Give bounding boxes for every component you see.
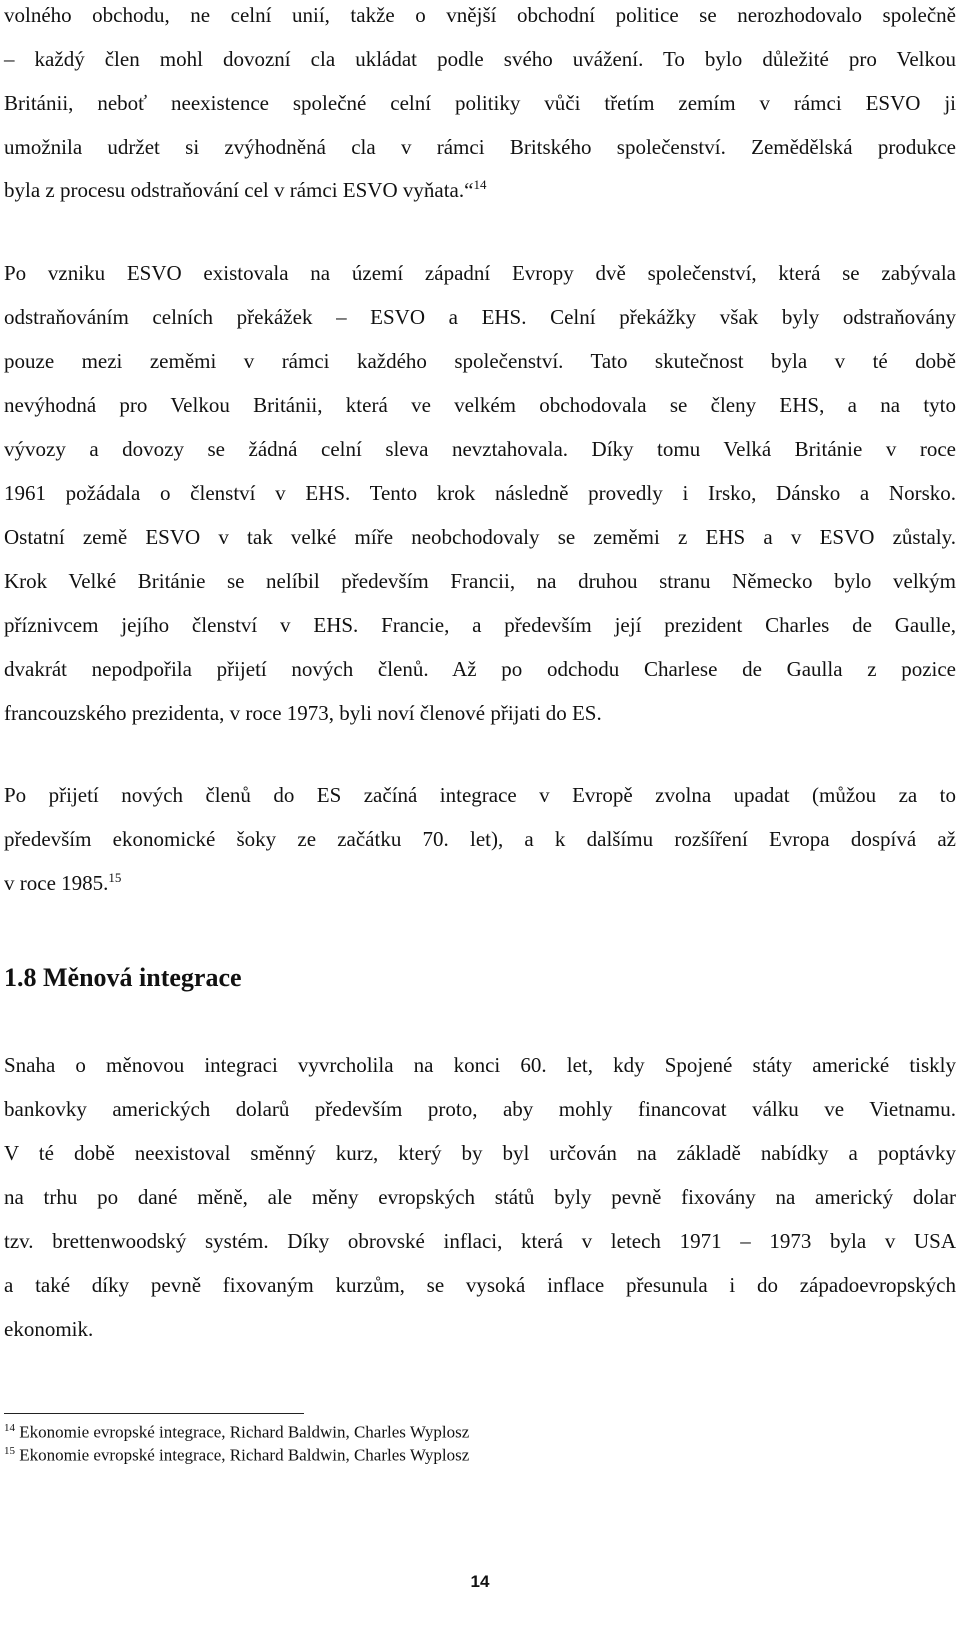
text-line: volného obchodu, ne celní unií, takže o vnější obchodní politice se nerozhodovalo společně [4,3,956,27]
text-line: Krok Velké Británie se nelíbil především Francii, na druhou stranu Německo bylo velkým [4,569,956,593]
footnote-separator [4,1413,304,1414]
text-line: bankovky amerických dolarů především proto, aby mohly financovat válku ve Vietnamu. [4,1097,956,1121]
footnote [4,1441,469,1466]
footnote-text: Ekonomie evropské integrace, Richard Baldwin, Charles Wyplosz [19,1422,470,1442]
page-number: 14 [470,1572,490,1591]
text-line: 1961 požádala o členství v EHS. Tento krok následně provedly i Irsko, Dánsko a Norsko. [4,481,956,505]
footnote [4,1418,469,1443]
text-line: tzv. brettenwoodský systém. Díky obrovské inflaci, která v letech 1971 – 1973 byla v USA [4,1229,956,1253]
text-line: odstraňováním celních překážek – ESVO a EHS. Celní překážky však byly odstraňovány [4,305,956,329]
text-line: Snaha o měnovou integraci vyvrcholila na konci 60. let, kdy Spojené státy americké tiskly [4,1053,956,1077]
text-line: Po vzniku ESVO existovala na území západní Evropy dvě společenství, která se zabývala [4,261,956,285]
text-line: umožnila udržet si zvýhodněná cla v rámci Britského společenství. Zemědělská produkce [4,135,956,159]
text-line: ekonomik. [4,1317,94,1341]
footnote-ref: 14 [473,177,487,192]
text-line: Ostatní země ESVO v tak velké míře neobchodovaly se zeměmi z EHS a v ESVO zůstaly. [4,525,956,549]
text-line: francouzského prezidenta, v roce 1973, byli noví členové přijati do ES. [4,701,602,725]
text-line: byla z procesu odstraňování cel v rámci ESVO vyňata.“$^{14}$ [4,177,487,202]
section-heading: 1.8 Měnová integrace [4,963,242,992]
text-line: na trhu po dané měně, ale měny evropských států byly pevně fixovány na americký dolar [4,1185,956,1209]
text-line: a také díky pevně fixovaným kurzům, se vysoká inflace přesunula i do západoevropských [4,1273,956,1297]
text-line: V té době neexistoval směnný kurz, který by byl určován na základě nabídky a poptávky [4,1141,956,1165]
text-line: Po přijetí nových členů do ES začíná integrace v Evropě zvolna upadat (můžou za to [4,783,956,807]
footnote-text: Ekonomie evropské integrace, Richard Baldwin, Charles Wyplosz [19,1445,470,1465]
text-line: dvakrát nepodpořila přijetí nových členů. Až po odchodu Charlese de Gaulla z pozice [4,657,956,681]
text-line: – každý člen mohl dovozní cla ukládat podle svého uvážení. To bylo důležité pro Velkou [4,47,956,71]
footnote-ref: 15 [108,870,122,885]
text-line: příznivcem jejího členství v EHS. Francie, a především její prezident Charles de Gaulle, [4,613,956,637]
text-line: v roce 1985.15 [4,870,122,895]
text-line: Británii, neboť neexistence společné celní politiky vůči třetím zemím v rámci ESVO ji [4,91,956,115]
text-line: vývozy a dovozy se žádná celní sleva nevztahovala. Díky tomu Velká Británie v roce [4,437,956,461]
text-line: především ekonomické šoky ze začátku 70. let), a k dalšímu rozšíření Evropa dospívá až [4,827,956,851]
text-line: pouze mezi zeměmi v rámci každého společenství. Tato skutečnost byla v té době [4,349,956,373]
footnote-number: 15 [4,1445,15,1457]
text-line: nevýhodná pro Velkou Británii, která ve velkém obchodovala se členy EHS, a na tyto [4,393,956,417]
footnote-number: 14 [4,1422,15,1434]
